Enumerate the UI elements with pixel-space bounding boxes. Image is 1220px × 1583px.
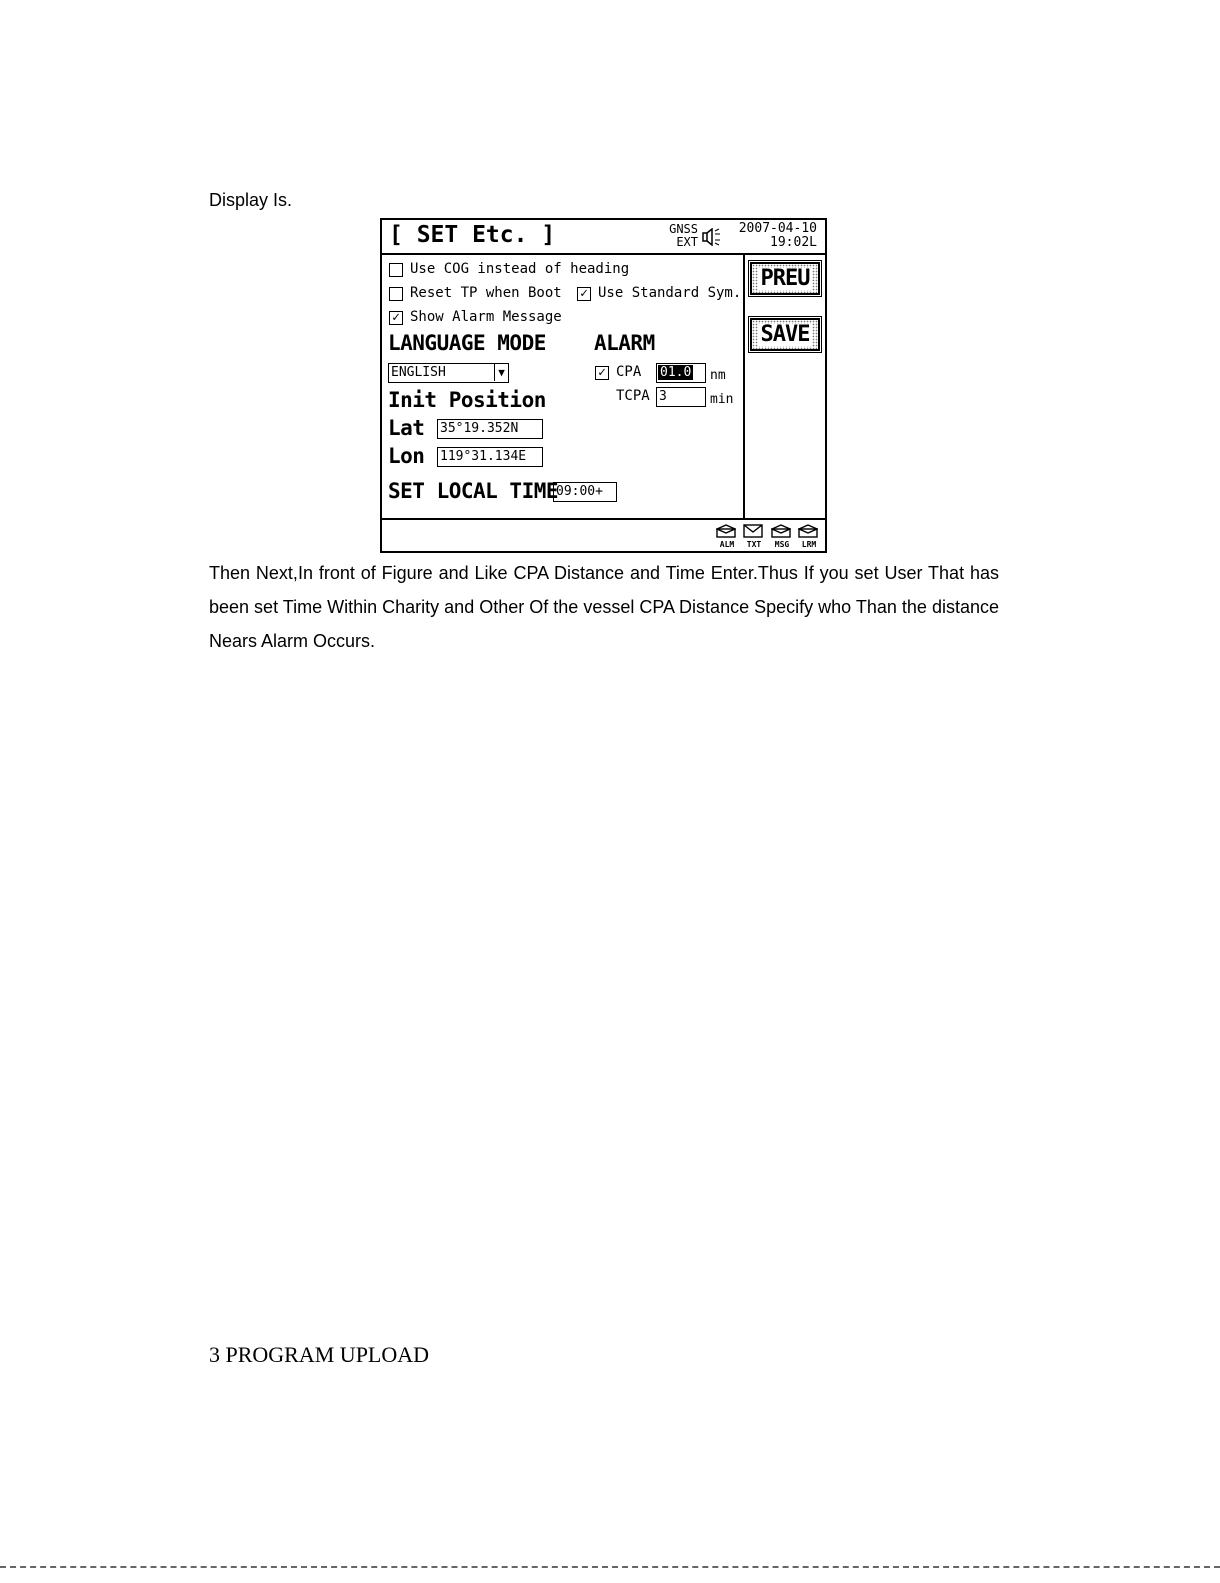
reset-tp-label: Reset TP when Boot [410, 285, 562, 301]
tcpa-unit: min [710, 392, 734, 407]
description-paragraph: Then Next,In front of Figure and Like CPA Distance and Time Enter.Thus If you set User That has been set Time Within Charity and Other Of the vessel CPA Distance Specify who Than the distance Nears Alarm Occurs. [209, 563, 999, 651]
init-position-heading: Init Position [388, 388, 546, 412]
section-heading: 3 PROGRAM UPLOAD [209, 1342, 430, 1367]
lon-input[interactable]: 119°31.134E [437, 447, 543, 467]
alarm-envelope-icon [716, 524, 736, 538]
lat-label: Lat [388, 416, 425, 440]
msg-label: MSG [774, 540, 790, 549]
lrm-status [797, 522, 819, 550]
alm-status [715, 522, 737, 550]
screen-title: [ SET Etc. ] [389, 222, 556, 248]
dropdown-arrow-icon[interactable]: ▼ [494, 364, 508, 381]
lrm-label: LRM [801, 540, 817, 549]
msg-status [770, 522, 792, 550]
alarm-heading: ALARM [594, 331, 655, 355]
save-label: SAVE [758, 324, 813, 346]
show-alarm-label: Show Alarm Message [410, 309, 562, 325]
cpa-unit: nm [710, 368, 726, 383]
tcpa-label: TCPA [616, 388, 650, 404]
reset-tp-checkbox[interactable] [389, 287, 403, 301]
long-range-envelope-icon [798, 524, 818, 538]
intro-text: Display Is. [209, 190, 293, 210]
txt-label: TXT [746, 540, 762, 549]
language-select[interactable] [388, 363, 509, 383]
local-time-label: SET LOCAL TIME [388, 479, 559, 503]
language-mode-heading: LANGUAGE MODE [388, 331, 546, 355]
footer-divider [382, 518, 825, 520]
gnss-status [652, 223, 698, 249]
cpa-input[interactable] [656, 363, 706, 383]
use-cog-checkbox[interactable] [389, 263, 403, 277]
alm-label: ALM [719, 540, 735, 549]
text-envelope-icon [743, 524, 763, 538]
ext-label: EXT [676, 235, 698, 249]
lat-input[interactable]: 35°19.352N [437, 419, 543, 439]
show-alarm-checkbox[interactable]: ✓ [389, 311, 403, 325]
side-divider [743, 255, 745, 518]
lon-label: Lon [388, 444, 425, 468]
cpa-checkbox[interactable]: ✓ [595, 366, 609, 380]
screen-title-bar [382, 220, 825, 255]
time-text: 19:02L [770, 235, 817, 250]
tcpa-input[interactable]: 3 [656, 387, 706, 407]
language-value: ENGLISH [391, 365, 446, 380]
datetime-display [722, 222, 817, 250]
bottom-rule [0, 1566, 1220, 1568]
message-envelope-icon [771, 524, 791, 538]
prev-button[interactable] [750, 262, 820, 295]
cpa-label: CPA [616, 364, 642, 380]
txt-status [742, 522, 764, 550]
date-text: 2007-04-10 [738, 221, 817, 236]
cpa-value: 01.0 [660, 365, 692, 380]
prev-label: PREU [758, 268, 813, 290]
gnss-label: GNSS [669, 222, 698, 236]
speaker-icon [702, 228, 722, 246]
save-button[interactable] [750, 318, 820, 351]
use-standard-sym-checkbox[interactable]: ✓ [577, 287, 591, 301]
use-standard-sym-label: Use Standard Sym. [598, 285, 742, 301]
device-screen [380, 218, 827, 553]
use-cog-label: Use COG instead of heading [410, 261, 630, 277]
local-time-input[interactable]: 09:00+ [553, 482, 617, 502]
